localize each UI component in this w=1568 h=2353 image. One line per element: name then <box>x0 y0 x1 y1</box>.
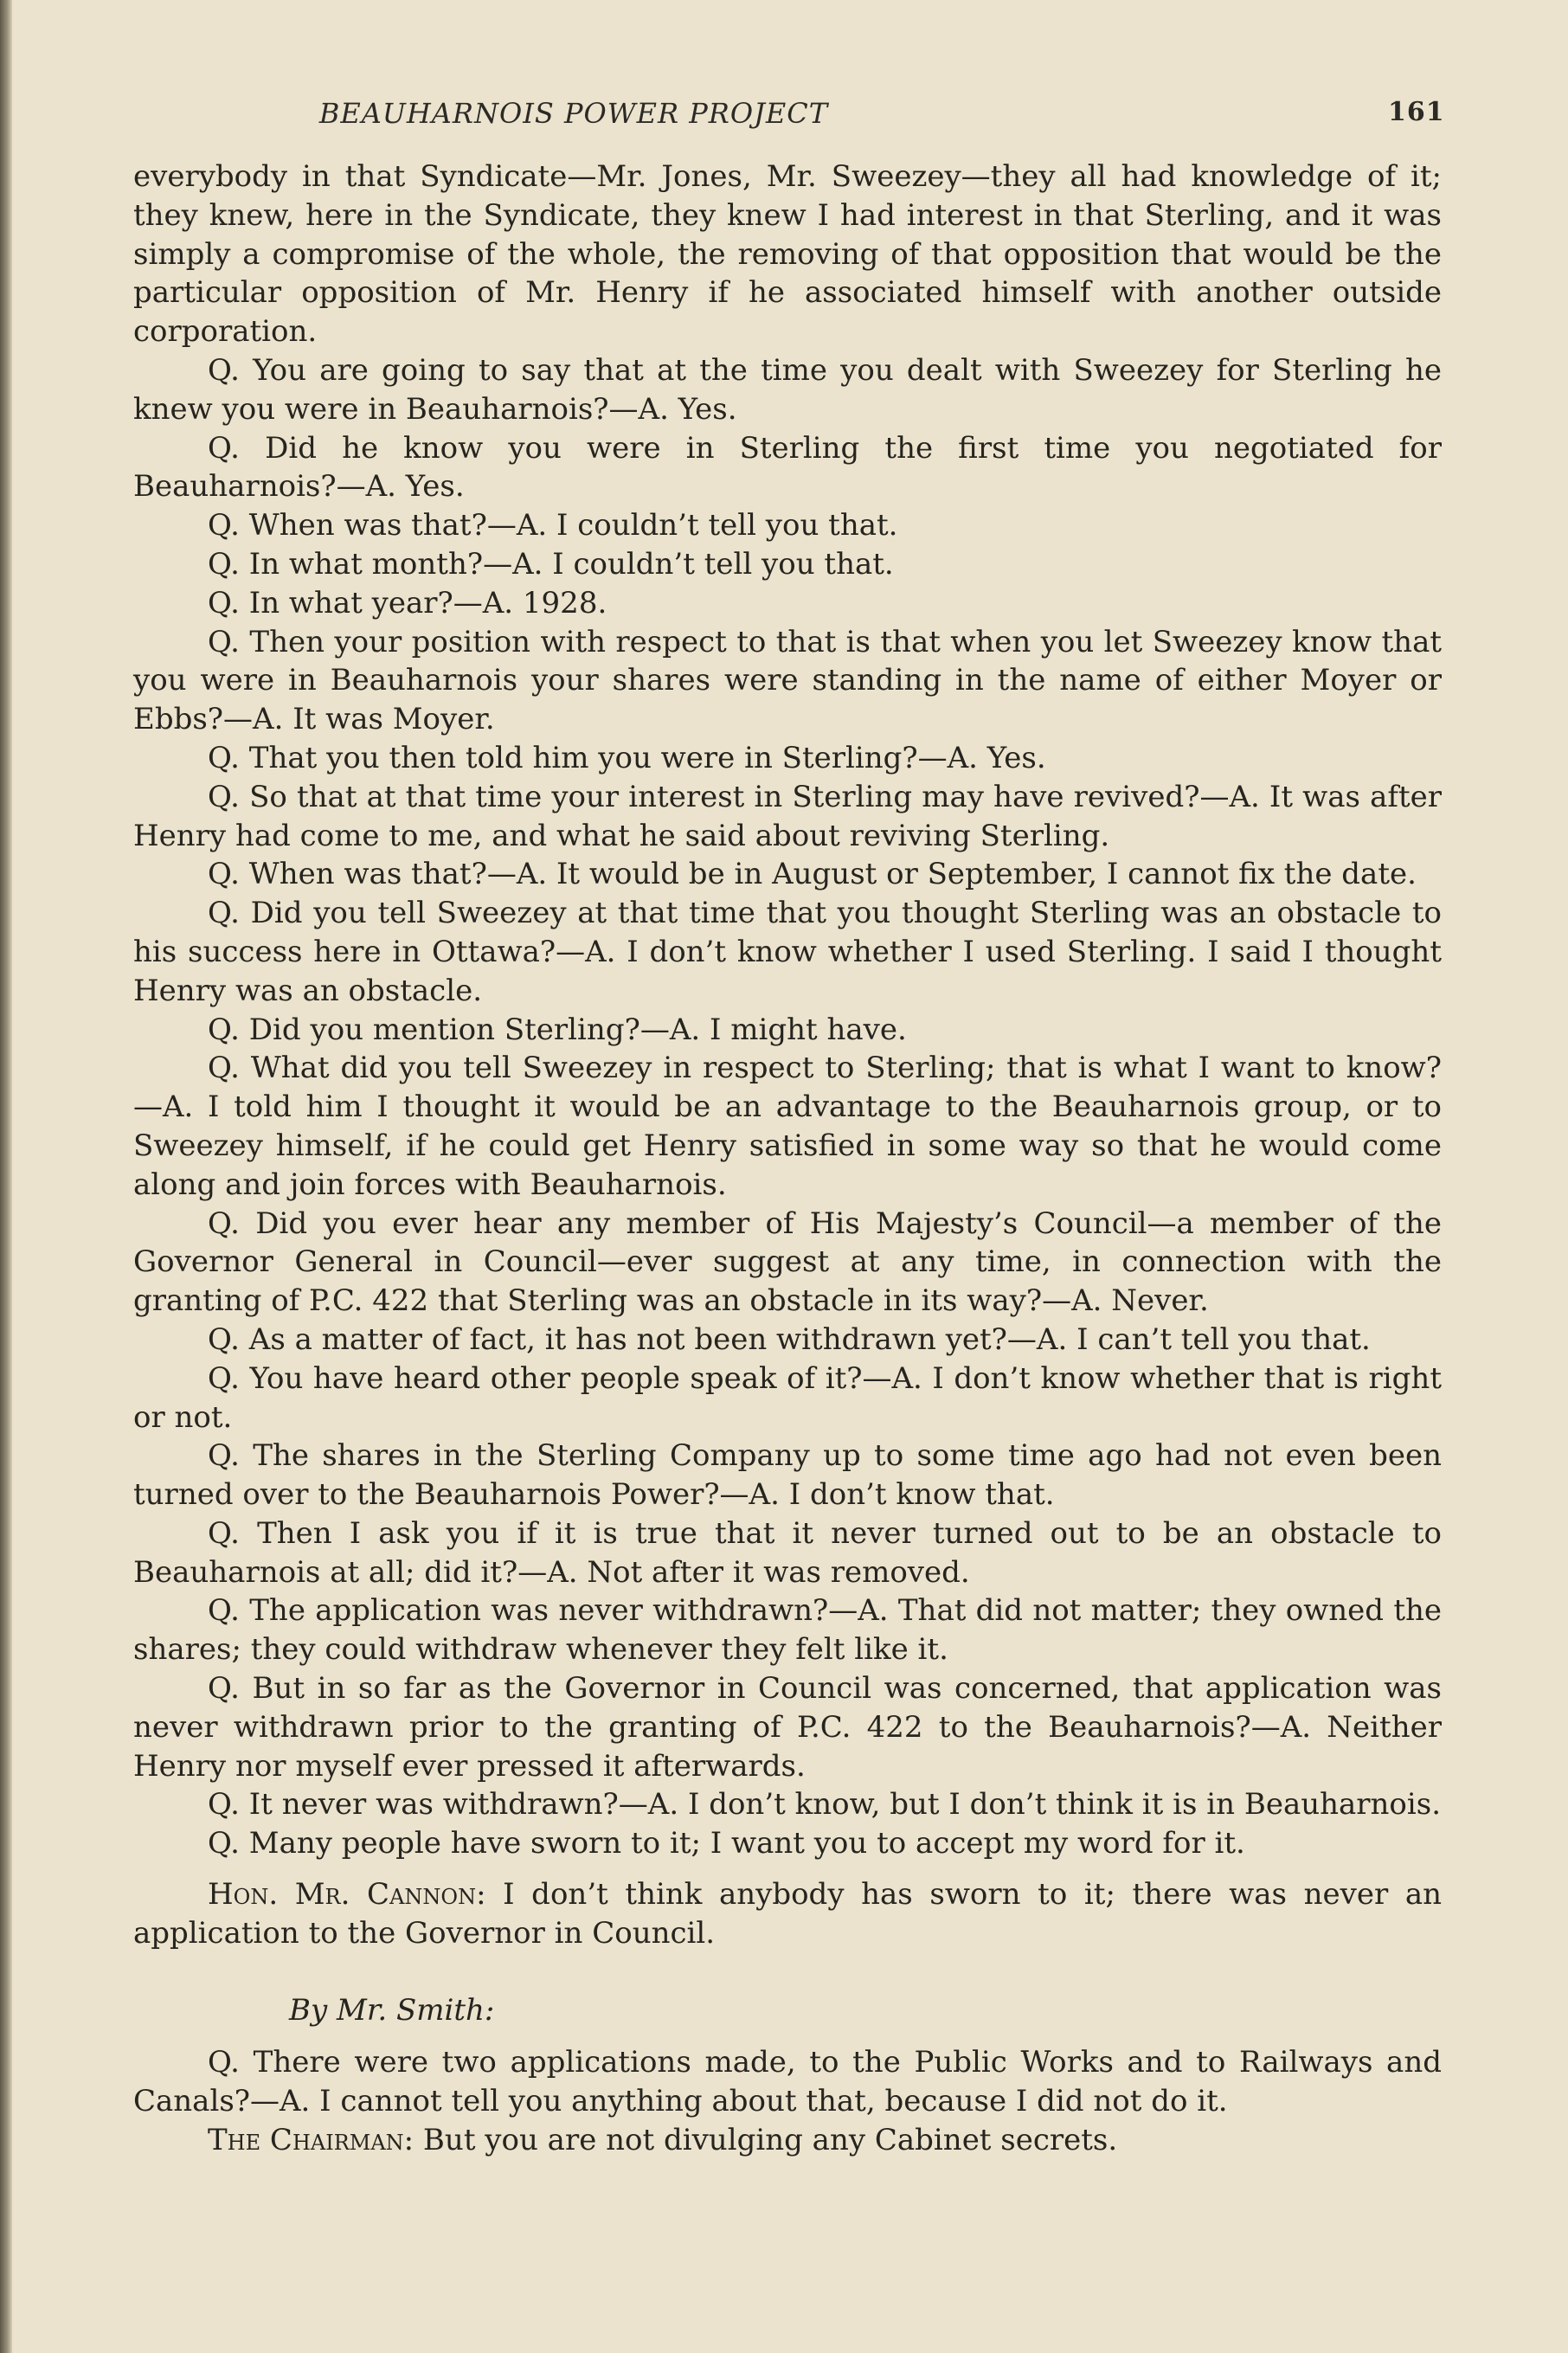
paragraph: Q. What did you tell Sweezey in respect to Sterling; that is what I want to know?—A. I told him I thought it would be an advantage to the Beauharnois group, or to Sweezey himself, if he could get Henry satisfied in some way so that he would come along and join forces with Beauharnois. <box>133 1051 1442 1202</box>
paragraph: Q. In what month?—A. I couldn’t tell you that. <box>208 546 894 582</box>
page-number: 161 <box>1388 97 1445 127</box>
speech-cannon <box>133 1875 1442 1953</box>
running-head-title: BEAUHARNOIS POWER PROJECT <box>318 97 829 130</box>
paragraph: Q. That you then told him you were in Sterling?—A. Yes. <box>208 740 1046 775</box>
paragraph: Q. But in so far as the Governor in Council was concerned, that application was never withdrawn prior to the granting of P.C. 422 to the Beauharnois?—A. Neither Henry nor myself ever pressed it afterwards. <box>133 1671 1442 1784</box>
examiner-byline: By Mr. Smith: <box>289 1992 495 2028</box>
paragraph: Q. Then I ask you if it is true that it never turned out to be an obstacle to Beauharnois at all; did it?—A. Not after it was removed. <box>133 1515 1442 1590</box>
speech-chairman <box>133 2121 1442 2160</box>
paragraph: Q. Did he know you were in Sterling the first time you negotiated for Beauharnois?—A. Yes. <box>133 430 1442 505</box>
paragraph: Q. Did you ever hear any member of His Majesty’s Council—a member of the Governor General in Council—ever suggest at any time, in connection with the granting of P.C. 422 that Sterling was an obstacle in its way?—A. Never. <box>133 1205 1442 1319</box>
paragraph: Q. Then your position with respect to that is that when you let Sweezey know that you were in Beauharnois your shares were standing in the name of either Moyer or Ebbs?—A. It was Moyer. <box>133 624 1442 737</box>
paragraph: Q. In what year?—A. 1928. <box>208 585 607 620</box>
book-spine-shadow <box>0 0 12 2353</box>
speaker-name: The Chairman: <box>208 2123 414 2158</box>
speaker-name: Hon. Mr. Cannon: <box>208 1877 486 1913</box>
paragraph: Q. So that at that time your interest in Sterling may have revived?—A. It was after Henry had come to me, and what he said about reviving Sterling. <box>133 779 1442 853</box>
speech-text: But you are not divulging any Cabinet secrets. <box>414 2123 1118 2158</box>
paragraph: Q. Did you mention Sterling?—A. I might have. <box>208 1012 907 1047</box>
running-head <box>12 97 1568 140</box>
paragraph: Q. It never was withdrawn?—A. I don’t know, but I don’t think it is in Beauharnois. <box>208 1787 1442 1823</box>
body-text <box>133 158 1442 2160</box>
paragraph: Q. Many people have sworn to it; I want you to accept my word for it. <box>208 1826 1245 1861</box>
paragraph: Q. You are going to say that at the time you dealt with Sweezey for Sterling he knew you were in Beauharnois?—A. Yes. <box>133 352 1442 427</box>
paragraph: everybody in that Syndicate—Mr. Jones, Mr. Sweezey—they all had knowledge of it; they knew, here in the Syndicate, they knew I had interest in that Sterling, and it was simply a compromise of the whole, the removing of that opposition that would be the particular opposition of Mr. Henry if he associated himself with another outside corporation. <box>133 159 1442 350</box>
speech-text: I don’t think anybody has sworn to it; there was never an application to the Governor in Council. <box>133 1877 1442 1951</box>
paragraph: Q. The application was never withdrawn?—A. That did not matter; they owned the shares; they could withdraw whenever they felt like it. <box>133 1593 1442 1668</box>
paragraph: Q. You have heard other people speak of it?—A. I don’t know whether that is right or not. <box>133 1360 1442 1435</box>
paragraph: Q. When was that?—A. I couldn’t tell you that. <box>208 508 898 543</box>
page <box>12 0 1568 2353</box>
paragraph: Q. When was that?—A. It would be in August or September, I cannot fix the date. <box>208 857 1417 892</box>
paragraph: Q. The shares in the Sterling Company up to some time ago had not even been turned over to the Beauharnois Power?—A. I don’t know that. <box>133 1438 1442 1513</box>
paragraph: Q. There were two applications made, to the Public Works and to Railways and Canals?—A. I cannot tell you anything about that, because I did not do it. <box>133 2045 1442 2119</box>
paragraph: Q. Did you tell Sweezey at that time that you thought Sterling was an obstacle to his success here in Ottawa?—A. I don’t know whether I used Sterling. I said I thought Henry was an obstacle. <box>133 896 1442 1008</box>
paragraph: Q. As a matter of fact, it has not been withdrawn yet?—A. I can’t tell you that. <box>208 1321 1371 1357</box>
